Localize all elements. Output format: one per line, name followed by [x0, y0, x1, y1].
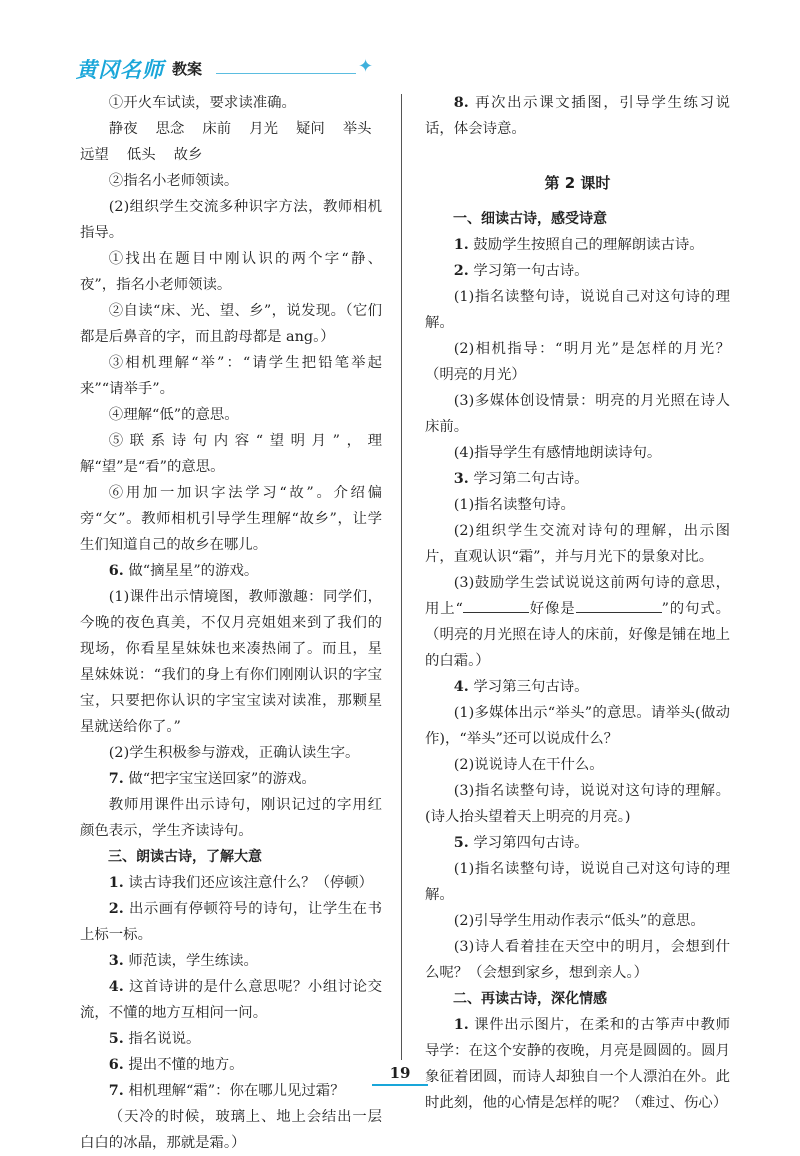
- fill-in-paragraph: [425, 570, 730, 674]
- paragraph: (3)诗人看着挂在天空中的明月，会想到什么呢？（会想到家乡，想到亲人。）: [425, 939, 730, 981]
- brand-logo: 黄冈名师: [76, 58, 164, 82]
- item-text: 做“摘星星”的游戏。: [128, 563, 259, 579]
- item-text: 鼓励学生按照自己的理解朗读古诗。: [473, 237, 704, 253]
- item-text: 师范读，学生练读。: [128, 953, 258, 969]
- item-text: 读古诗我们还应该注意什么？（停顿）: [128, 875, 374, 891]
- item-text: 相机理解“霜”：你在哪儿见过霜？: [128, 1083, 345, 1099]
- text-fragment: ”的句式。（明亮的月光照在诗人的床前，好像是铺在地上的白霜。）: [425, 601, 730, 669]
- paragraph: （天冷的时候，玻璃上、地上会结出一层白白的冰晶，那就是霜。）: [80, 1109, 382, 1151]
- numbered-item: [80, 948, 382, 974]
- item-number: 1.: [108, 874, 124, 891]
- brand-subtitle: 教案: [172, 60, 203, 78]
- left-column: [80, 90, 382, 1156]
- section-heading: 二、再读古诗，深化情感: [453, 991, 607, 1007]
- numbered-item: [80, 870, 382, 896]
- item-number: 1.: [453, 236, 469, 253]
- sparkle-icon: ✦: [358, 56, 374, 77]
- word: 故乡: [173, 147, 203, 163]
- section-heading: 一、细读古诗，感受诗意: [453, 211, 607, 227]
- paragraph: ④理解“低”的意思。: [108, 407, 239, 423]
- paragraph: ③相机理解“举”：“请学生把铅笔举起来”“请举手”。: [80, 355, 382, 397]
- blank-line: [463, 598, 529, 613]
- page-number: 19: [389, 1064, 411, 1082]
- item-text: 指名说说。: [128, 1031, 201, 1047]
- numbered-item: [80, 974, 382, 1026]
- paragraph: (1)指名读整句诗。: [453, 497, 575, 513]
- header-rule: [216, 73, 356, 74]
- item-text: 课件出示图片，在柔和的古筝声中教师导学：在这个安静的夜晚，月亮是圆圆的。圆月象征着团圆，而诗人却独自一个人漂泊在外。此时此刻，他的心情是怎样的呢？（难过、伤心）: [425, 1017, 730, 1111]
- paragraph: (2)相机指导：“明月光”是怎样的月光？（明亮的月光）: [425, 341, 730, 383]
- item-number: 8.: [453, 94, 469, 111]
- paragraph: (2)组织学生交流多种识字方法，教师相机指导。: [80, 199, 382, 241]
- item-number: 4.: [453, 678, 469, 695]
- paragraph: ⑥用加一加识字法学习“故”。介绍偏旁“攵”。教师相机引导学生理解“故乡”，让学生们知道自己的故乡在哪儿。: [80, 485, 382, 553]
- item-number: 2.: [453, 262, 469, 279]
- word: 思念: [155, 121, 185, 137]
- numbered-item: [425, 90, 730, 142]
- paragraph: (2)组织学生交流对诗句的理解，出示图片，直观认识“霜”，并与月光下的景象对比。: [425, 523, 730, 565]
- paragraph: (3)指名读整句诗，说说对这句诗的理解。(诗人抬头望着天上明亮的月亮。): [425, 783, 730, 825]
- item-number: 1.: [453, 1016, 469, 1033]
- item-text: 学习第四句古诗。: [473, 835, 589, 851]
- paragraph: ⑤联系诗句内容“望明月”，理解“望”是“看”的意思。: [80, 433, 382, 475]
- paragraph: (2)说说诗人在干什么。: [453, 757, 604, 773]
- word: 疑问: [295, 121, 325, 137]
- column-divider: [401, 94, 402, 1060]
- item-number: 3.: [108, 952, 124, 969]
- numbered-item: [425, 830, 730, 856]
- word: 低头: [126, 147, 156, 163]
- word: 床前: [202, 121, 232, 137]
- text-fragment: (3)鼓励学生尝试说说这前两句诗的意思，用上“: [425, 575, 730, 617]
- word: 静夜: [108, 121, 138, 137]
- item-number: 5.: [453, 834, 469, 851]
- numbered-item: [80, 766, 382, 792]
- lesson-heading: 第 2 课时: [544, 174, 611, 192]
- paragraph: (1)多媒体出示“举头”的意思。请举头(做动作)，“举头”还可以说成什么？: [425, 705, 730, 747]
- word: 远望: [80, 147, 109, 163]
- paragraph: 教师用课件出示诗句，刚识记过的字用红颜色表示，学生齐读诗句。: [80, 797, 382, 839]
- item-number: 6.: [108, 562, 124, 579]
- word-list: [80, 142, 382, 168]
- word: 举头: [342, 121, 372, 137]
- item-text: 出示画有停顿符号的诗句，让学生在书上标一标。: [80, 901, 382, 943]
- blank-line: [576, 598, 662, 613]
- item-number: 2.: [108, 900, 124, 917]
- item-text: 做“把字宝宝送回家”的游戏。: [128, 771, 316, 787]
- word: 月光: [249, 121, 278, 137]
- paragraph: ①找出在题目中刚认识的两个字“静、夜”，指名小老师领读。: [80, 251, 382, 293]
- numbered-item: [80, 558, 382, 584]
- paragraph: (1)指名读整句诗，说说自己对这句诗的理解。: [425, 289, 730, 331]
- item-number: 4.: [108, 978, 124, 995]
- item-text: 学习第一句古诗。: [473, 263, 589, 279]
- item-number: 7.: [108, 770, 124, 787]
- item-number: 3.: [453, 470, 469, 487]
- paragraph: (4)指导学生有感情地朗读诗句。: [453, 445, 662, 461]
- item-text: 再次出示课文插图，引导学生练习说话，体会诗意。: [425, 95, 730, 137]
- item-text: 提出不懂的地方。: [128, 1057, 244, 1073]
- paragraph: ②指名小老师领读。: [108, 173, 239, 189]
- paragraph: ②自读“床、光、望、乡”，说发现。（它们都是后鼻音的字，而且韵母都是 ang。）: [80, 303, 382, 345]
- numbered-item: [425, 232, 730, 258]
- paragraph: (2)引导学生用动作表示“低头”的意思。: [453, 913, 705, 929]
- item-number: 7.: [108, 1082, 124, 1099]
- paragraph: ①开火车试读，要求读准确。: [108, 95, 296, 111]
- item-text: 这首诗讲的是什么意思呢？小组讨论交流，不懂的地方互相问一问。: [80, 979, 382, 1021]
- text-fragment: 好像是: [528, 601, 576, 617]
- item-text: 学习第二句古诗。: [473, 471, 589, 487]
- right-column: [425, 90, 730, 1116]
- item-text: 学习第三句古诗。: [473, 679, 589, 695]
- word-list: [80, 116, 382, 142]
- section-heading: 三、朗读古诗，了解大意: [108, 849, 262, 865]
- numbered-item: [425, 674, 730, 700]
- paragraph: (1)指名读整句诗，说说自己对这句诗的理解。: [425, 861, 730, 903]
- item-number: 6.: [108, 1056, 124, 1073]
- numbered-item: [80, 1026, 382, 1052]
- item-number: 5.: [108, 1030, 124, 1047]
- paragraph: (1)课件出示情境图，教师激趣：同学们，今晚的夜色真美，不仅月亮姐姐来到了我们的现场，你看星星妹妹也来凑热闹了。而且，星星妹妹说：“我们的身上有你们刚刚认识的字宝宝，只要把你认识的字宝宝读对读准，那颗星星就送给你了。”: [80, 589, 382, 735]
- page-header: [76, 54, 406, 84]
- numbered-item: [80, 896, 382, 948]
- paragraph: (2)学生积极参与游戏，正确认读生字。: [108, 745, 360, 761]
- numbered-item: [425, 466, 730, 492]
- paragraph: (3)多媒体创设情景：明亮的月光照在诗人床前。: [425, 393, 730, 435]
- page-number-underline: [372, 1084, 428, 1086]
- numbered-item: [425, 258, 730, 284]
